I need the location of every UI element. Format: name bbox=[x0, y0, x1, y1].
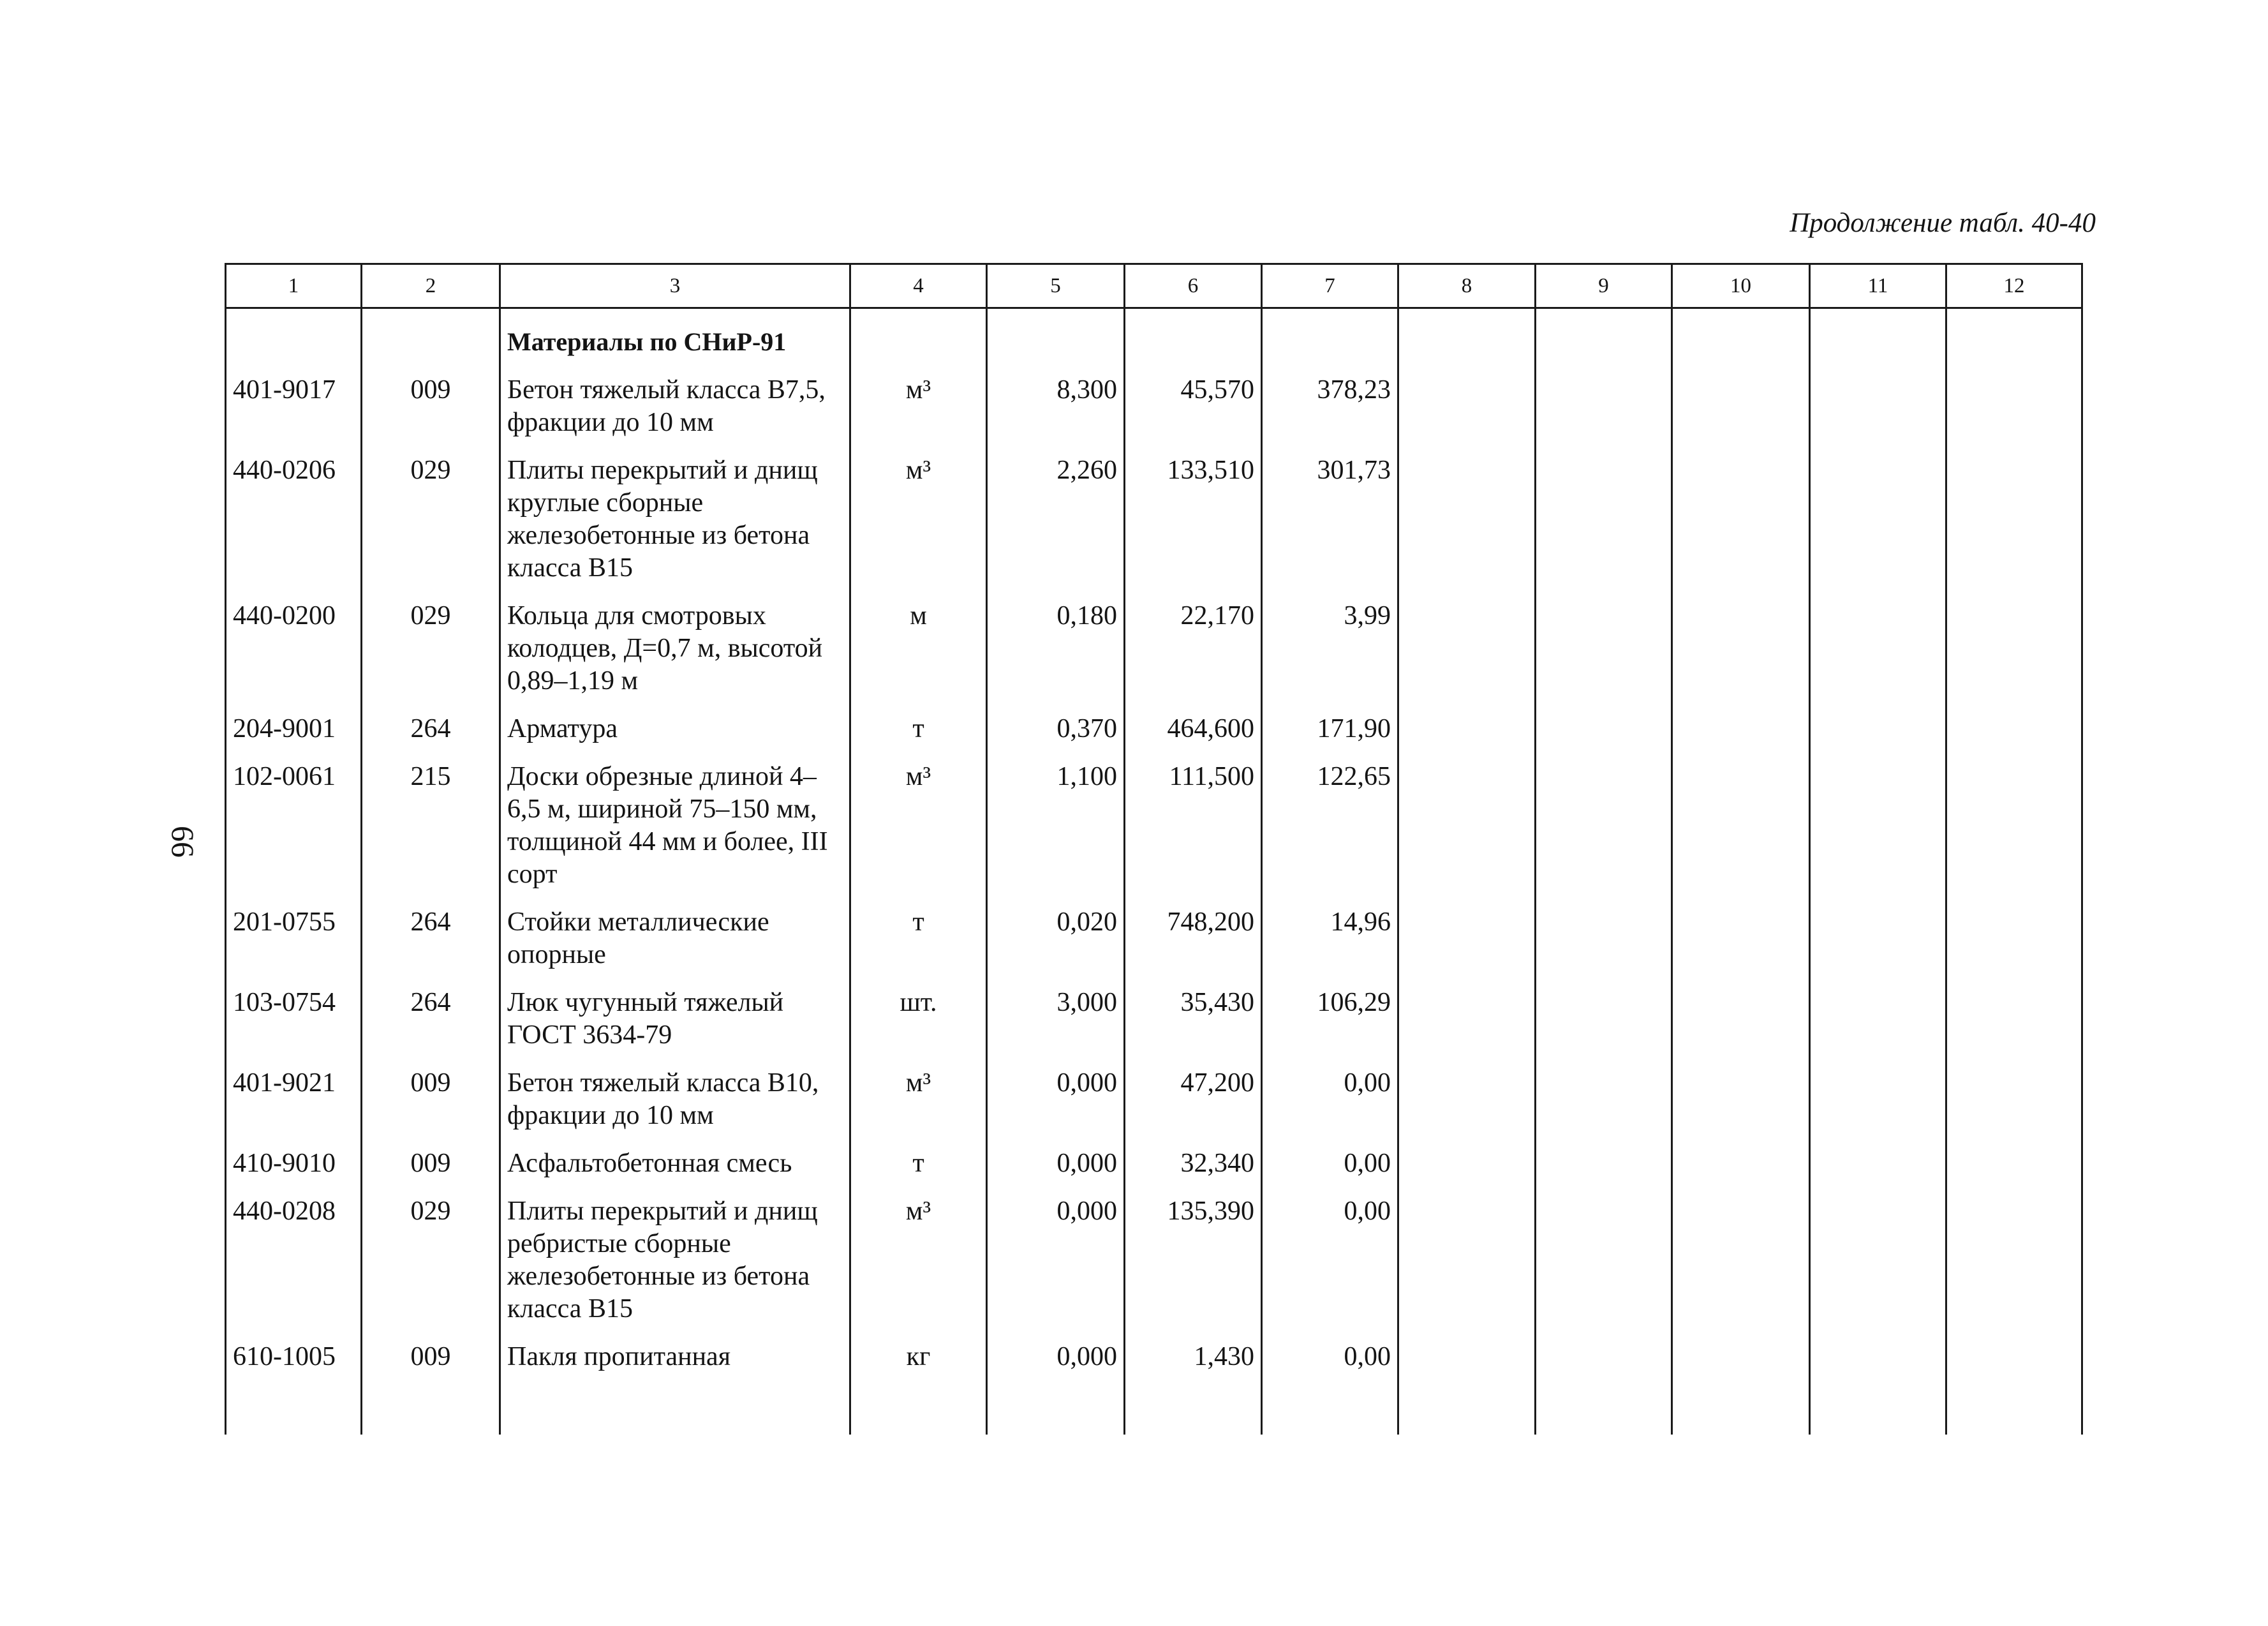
name-cell: Бетон тяжелый класса В10, фракции до 10 мм bbox=[500, 1052, 850, 1132]
total-cell: 122,65 bbox=[1262, 745, 1398, 891]
total-cell: 171,90 bbox=[1262, 697, 1398, 745]
table-row bbox=[226, 359, 2082, 439]
empty-cell bbox=[1398, 891, 1536, 971]
column-header-6: 6 bbox=[1125, 264, 1262, 308]
column-header-5: 5 bbox=[987, 264, 1125, 308]
code-cell: 440-0206 bbox=[226, 439, 362, 585]
price-cell: 464,600 bbox=[1125, 697, 1262, 745]
quantity-cell: 0,000 bbox=[987, 1180, 1125, 1325]
empty-cell bbox=[1946, 1180, 2082, 1325]
table-cell bbox=[1810, 308, 1946, 359]
number-cell: 009 bbox=[362, 1132, 500, 1180]
unit-cell: м³ bbox=[850, 1180, 987, 1325]
unit-cell: кг bbox=[850, 1325, 987, 1373]
empty-cell bbox=[1398, 971, 1536, 1052]
name-cell: Бетон тяжелый класса В7,5, фракции до 10 мм bbox=[500, 359, 850, 439]
table-cell bbox=[362, 308, 500, 359]
number-cell: 009 bbox=[362, 1325, 500, 1373]
empty-cell bbox=[1536, 1180, 1672, 1325]
price-cell: 45,570 bbox=[1125, 359, 1262, 439]
unit-cell: шт. bbox=[850, 971, 987, 1052]
name-cell: Пакля пропитанная bbox=[500, 1325, 850, 1373]
table-cell bbox=[850, 308, 987, 359]
column-header-4: 4 bbox=[850, 264, 987, 308]
empty-cell bbox=[1536, 745, 1672, 891]
empty-cell bbox=[1672, 1373, 1810, 1435]
column-header-11: 11 bbox=[1810, 264, 1946, 308]
number-cell: 029 bbox=[362, 585, 500, 697]
column-header-9: 9 bbox=[1536, 264, 1672, 308]
number-cell: 029 bbox=[362, 439, 500, 585]
empty-cell bbox=[1672, 359, 1810, 439]
empty-cell bbox=[1536, 1052, 1672, 1132]
empty-cell bbox=[1536, 439, 1672, 585]
table-cell bbox=[1398, 308, 1536, 359]
price-cell: 35,430 bbox=[1125, 971, 1262, 1052]
empty-cell bbox=[1536, 1132, 1672, 1180]
number-cell: 264 bbox=[362, 697, 500, 745]
empty-cell bbox=[1672, 439, 1810, 585]
empty-cell bbox=[1946, 1132, 2082, 1180]
name-cell: Люк чугунный тяжелый ГОСТ 3634-79 bbox=[500, 971, 850, 1052]
quantity-cell: 1,100 bbox=[987, 745, 1125, 891]
empty-cell bbox=[1536, 891, 1672, 971]
quantity-cell: 8,300 bbox=[987, 359, 1125, 439]
empty-cell bbox=[1672, 745, 1810, 891]
name-cell: Арматура bbox=[500, 697, 850, 745]
column-header-2: 2 bbox=[362, 264, 500, 308]
table-cell bbox=[1536, 308, 1672, 359]
section-row bbox=[226, 308, 2082, 359]
unit-cell: т bbox=[850, 891, 987, 971]
quantity-cell: 3,000 bbox=[987, 971, 1125, 1052]
table-row bbox=[226, 585, 2082, 697]
empty-cell bbox=[1672, 1325, 1810, 1373]
empty-cell bbox=[1398, 439, 1536, 585]
empty-cell bbox=[1946, 585, 2082, 697]
empty-cell bbox=[1810, 439, 1946, 585]
empty-cell bbox=[1672, 1180, 1810, 1325]
table-body bbox=[226, 308, 2082, 1435]
empty-cell bbox=[987, 1373, 1125, 1435]
empty-cell bbox=[1398, 1180, 1536, 1325]
table-cell bbox=[226, 308, 362, 359]
empty-cell bbox=[1536, 585, 1672, 697]
empty-cell bbox=[850, 1373, 987, 1435]
code-cell: 610-1005 bbox=[226, 1325, 362, 1373]
total-cell: 14,96 bbox=[1262, 891, 1398, 971]
empty-cell bbox=[226, 1373, 362, 1435]
empty-cell bbox=[1672, 1132, 1810, 1180]
empty-cell bbox=[1810, 359, 1946, 439]
unit-cell: т bbox=[850, 697, 987, 745]
table-row bbox=[226, 1325, 2082, 1373]
empty-cell bbox=[1672, 891, 1810, 971]
empty-cell bbox=[1398, 1373, 1536, 1435]
unit-cell: т bbox=[850, 1132, 987, 1180]
empty-cell bbox=[1536, 1373, 1672, 1435]
empty-cell bbox=[1946, 359, 2082, 439]
code-cell: 410-9010 bbox=[226, 1132, 362, 1180]
column-header-7: 7 bbox=[1262, 264, 1398, 308]
empty-cell bbox=[1398, 1052, 1536, 1132]
section-title: Материалы по СНиР-91 bbox=[507, 327, 787, 356]
name-cell: Асфальтобетонная смесь bbox=[500, 1132, 850, 1180]
empty-cell bbox=[362, 1373, 500, 1435]
empty-cell bbox=[1125, 1373, 1262, 1435]
empty-cell bbox=[1398, 585, 1536, 697]
price-cell: 32,340 bbox=[1125, 1132, 1262, 1180]
empty-cell bbox=[1398, 697, 1536, 745]
quantity-cell: 0,370 bbox=[987, 697, 1125, 745]
column-header-10: 10 bbox=[1672, 264, 1810, 308]
table-header bbox=[226, 264, 2082, 308]
empty-cell bbox=[1946, 891, 2082, 971]
total-cell: 106,29 bbox=[1262, 971, 1398, 1052]
empty-cell bbox=[1946, 1052, 2082, 1132]
quantity-cell: 2,260 bbox=[987, 439, 1125, 585]
price-cell: 111,500 bbox=[1125, 745, 1262, 891]
code-cell: 102-0061 bbox=[226, 745, 362, 891]
table-row bbox=[226, 697, 2082, 745]
number-cell: 009 bbox=[362, 359, 500, 439]
total-cell: 3,99 bbox=[1262, 585, 1398, 697]
header-row bbox=[226, 264, 2082, 308]
unit-cell: м³ bbox=[850, 439, 987, 585]
empty-cell bbox=[1672, 697, 1810, 745]
empty-cell bbox=[1536, 359, 1672, 439]
empty-cell bbox=[1672, 971, 1810, 1052]
number-cell: 029 bbox=[362, 1180, 500, 1325]
empty-cell bbox=[1946, 971, 2082, 1052]
quantity-cell: 0,180 bbox=[987, 585, 1125, 697]
empty-cell bbox=[1810, 1373, 1946, 1435]
code-cell: 103-0754 bbox=[226, 971, 362, 1052]
price-cell: 133,510 bbox=[1125, 439, 1262, 585]
empty-cell bbox=[1672, 585, 1810, 697]
table-row bbox=[226, 439, 2082, 585]
column-header-3: 3 bbox=[500, 264, 850, 308]
price-cell: 135,390 bbox=[1125, 1180, 1262, 1325]
empty-cell bbox=[1946, 1325, 2082, 1373]
code-cell: 204-9001 bbox=[226, 697, 362, 745]
empty-cell bbox=[1536, 971, 1672, 1052]
column-header-12: 12 bbox=[1946, 264, 2082, 308]
empty-cell bbox=[1810, 971, 1946, 1052]
price-cell: 47,200 bbox=[1125, 1052, 1262, 1132]
table-cell bbox=[1125, 308, 1262, 359]
number-cell: 264 bbox=[362, 971, 500, 1052]
column-header-1: 1 bbox=[226, 264, 362, 308]
empty-cell bbox=[1536, 697, 1672, 745]
name-cell: Доски обрезные длиной 4–6,5 м, шириной 75–150 мм, толщиной 44 мм и более, III сорт bbox=[500, 745, 850, 891]
total-cell: 0,00 bbox=[1262, 1052, 1398, 1132]
name-cell: Стойки металлические опорные bbox=[500, 891, 850, 971]
total-cell: 0,00 bbox=[1262, 1325, 1398, 1373]
number-cell: 009 bbox=[362, 1052, 500, 1132]
code-cell: 401-9021 bbox=[226, 1052, 362, 1132]
table-row bbox=[226, 1180, 2082, 1325]
empty-cell bbox=[1810, 697, 1946, 745]
table-row bbox=[226, 971, 2082, 1052]
total-cell: 0,00 bbox=[1262, 1180, 1398, 1325]
table-tail-row bbox=[226, 1373, 2082, 1435]
total-cell: 0,00 bbox=[1262, 1132, 1398, 1180]
table-row bbox=[226, 891, 2082, 971]
quantity-cell: 0,020 bbox=[987, 891, 1125, 971]
total-cell: 301,73 bbox=[1262, 439, 1398, 585]
code-cell: 401-9017 bbox=[226, 359, 362, 439]
unit-cell: м³ bbox=[850, 359, 987, 439]
empty-cell bbox=[1398, 1132, 1536, 1180]
name-cell: Плиты перекрытий и днищ ребристые сборные железобетонные из бетона класса В15 bbox=[500, 1180, 850, 1325]
table-row bbox=[226, 1132, 2082, 1180]
quantity-cell: 0,000 bbox=[987, 1052, 1125, 1132]
empty-cell bbox=[1810, 745, 1946, 891]
table-cell bbox=[1262, 308, 1398, 359]
column-header-8: 8 bbox=[1398, 264, 1536, 308]
empty-cell bbox=[1810, 585, 1946, 697]
table-row bbox=[226, 745, 2082, 891]
empty-cell bbox=[1810, 891, 1946, 971]
table-row bbox=[226, 1052, 2082, 1132]
unit-cell: м³ bbox=[850, 745, 987, 891]
code-cell: 440-0208 bbox=[226, 1180, 362, 1325]
number-cell: 264 bbox=[362, 891, 500, 971]
page-number: 66 bbox=[165, 826, 201, 858]
table-cell bbox=[1946, 308, 2082, 359]
empty-cell bbox=[1398, 1325, 1536, 1373]
name-cell: Кольца для смотровых колодцев, Д=0,7 м, высотой 0,89–1,19 м bbox=[500, 585, 850, 697]
empty-cell bbox=[1946, 697, 2082, 745]
price-cell: 1,430 bbox=[1125, 1325, 1262, 1373]
empty-cell bbox=[1810, 1325, 1946, 1373]
empty-cell bbox=[1946, 439, 2082, 585]
name-cell: Плиты перекрытий и днищ круглые сборные железобетонные из бетона класса В15 bbox=[500, 439, 850, 585]
empty-cell bbox=[500, 1373, 850, 1435]
empty-cell bbox=[1398, 359, 1536, 439]
price-cell: 22,170 bbox=[1125, 585, 1262, 697]
table-cell bbox=[1672, 308, 1810, 359]
empty-cell bbox=[1536, 1325, 1672, 1373]
table-cell bbox=[987, 308, 1125, 359]
empty-cell bbox=[1946, 1373, 2082, 1435]
table-continuation-caption: Продолжение табл. 40-40 bbox=[1790, 208, 2096, 238]
section-title-cell bbox=[500, 308, 850, 359]
materials-table bbox=[225, 263, 2083, 1435]
unit-cell: м bbox=[850, 585, 987, 697]
number-cell: 215 bbox=[362, 745, 500, 891]
empty-cell bbox=[1810, 1052, 1946, 1132]
empty-cell bbox=[1262, 1373, 1398, 1435]
total-cell: 378,23 bbox=[1262, 359, 1398, 439]
empty-cell bbox=[1672, 1052, 1810, 1132]
quantity-cell: 0,000 bbox=[987, 1325, 1125, 1373]
empty-cell bbox=[1398, 745, 1536, 891]
code-cell: 440-0200 bbox=[226, 585, 362, 697]
empty-cell bbox=[1810, 1132, 1946, 1180]
price-cell: 748,200 bbox=[1125, 891, 1262, 971]
empty-cell bbox=[1946, 745, 2082, 891]
unit-cell: м³ bbox=[850, 1052, 987, 1132]
quantity-cell: 0,000 bbox=[987, 1132, 1125, 1180]
code-cell: 201-0755 bbox=[226, 891, 362, 971]
empty-cell bbox=[1810, 1180, 1946, 1325]
